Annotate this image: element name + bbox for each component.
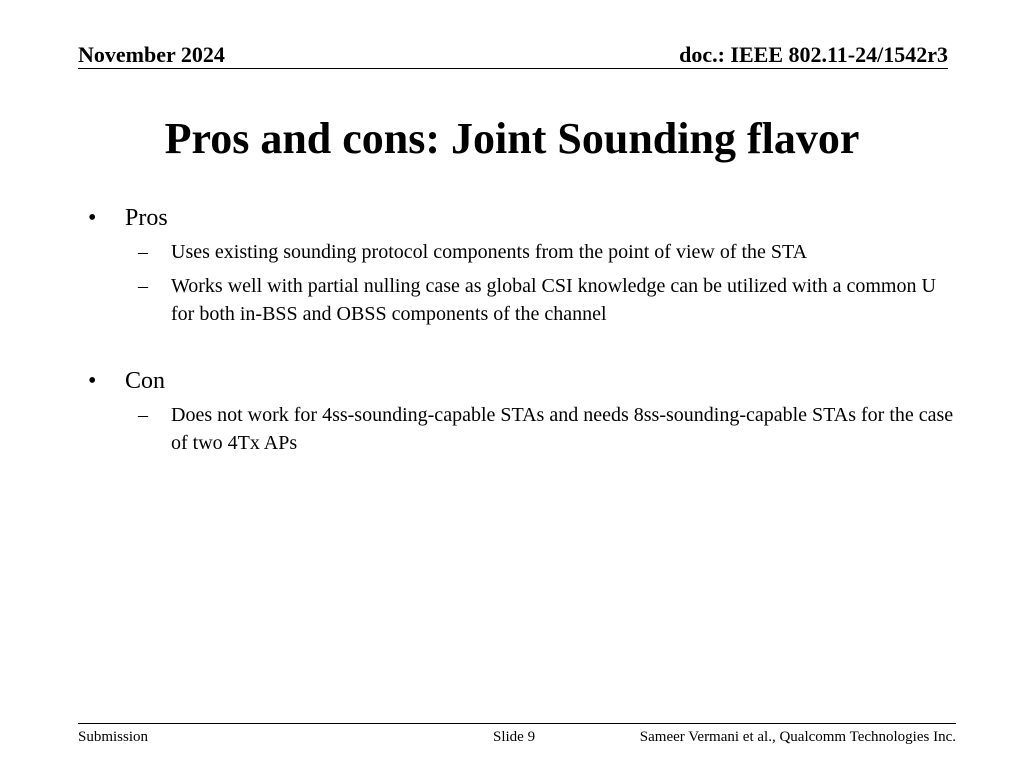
footer-submission: Submission xyxy=(78,729,149,745)
footer-divider xyxy=(78,723,956,724)
section-label-con: Con xyxy=(125,368,166,394)
dash-icon: – xyxy=(138,275,148,297)
header-date: November 2024 xyxy=(78,42,225,67)
bullet-icon: • xyxy=(88,368,97,394)
section-label-pros: Pros xyxy=(125,205,168,231)
header-doc-id: doc.: IEEE 802.11-24/1542r3 xyxy=(679,42,948,67)
con-item-1: Does not work for 4ss-sounding-capable STAs and needs 8ss-sounding-capable STAs for the case of two 4Tx APs xyxy=(171,404,954,454)
footer-authors: Sameer Vermani et al., Qualcomm Technologies Inc. xyxy=(639,729,956,745)
bullet-icon: • xyxy=(88,205,97,231)
header-divider xyxy=(78,68,948,69)
pros-item-2: Works well with partial nulling case as global CSI knowledge can be utilized with a common U for both in-BSS and OBSS components of the channel xyxy=(171,275,936,325)
dash-icon: – xyxy=(138,404,148,426)
pros-item-1: Uses existing sounding protocol components from the point of view of the STA xyxy=(171,241,808,263)
dash-icon: – xyxy=(138,241,148,263)
footer-slide-number: Slide 9 xyxy=(493,729,536,745)
slide-title: Pros and cons: Joint Sounding flavor xyxy=(164,114,860,163)
